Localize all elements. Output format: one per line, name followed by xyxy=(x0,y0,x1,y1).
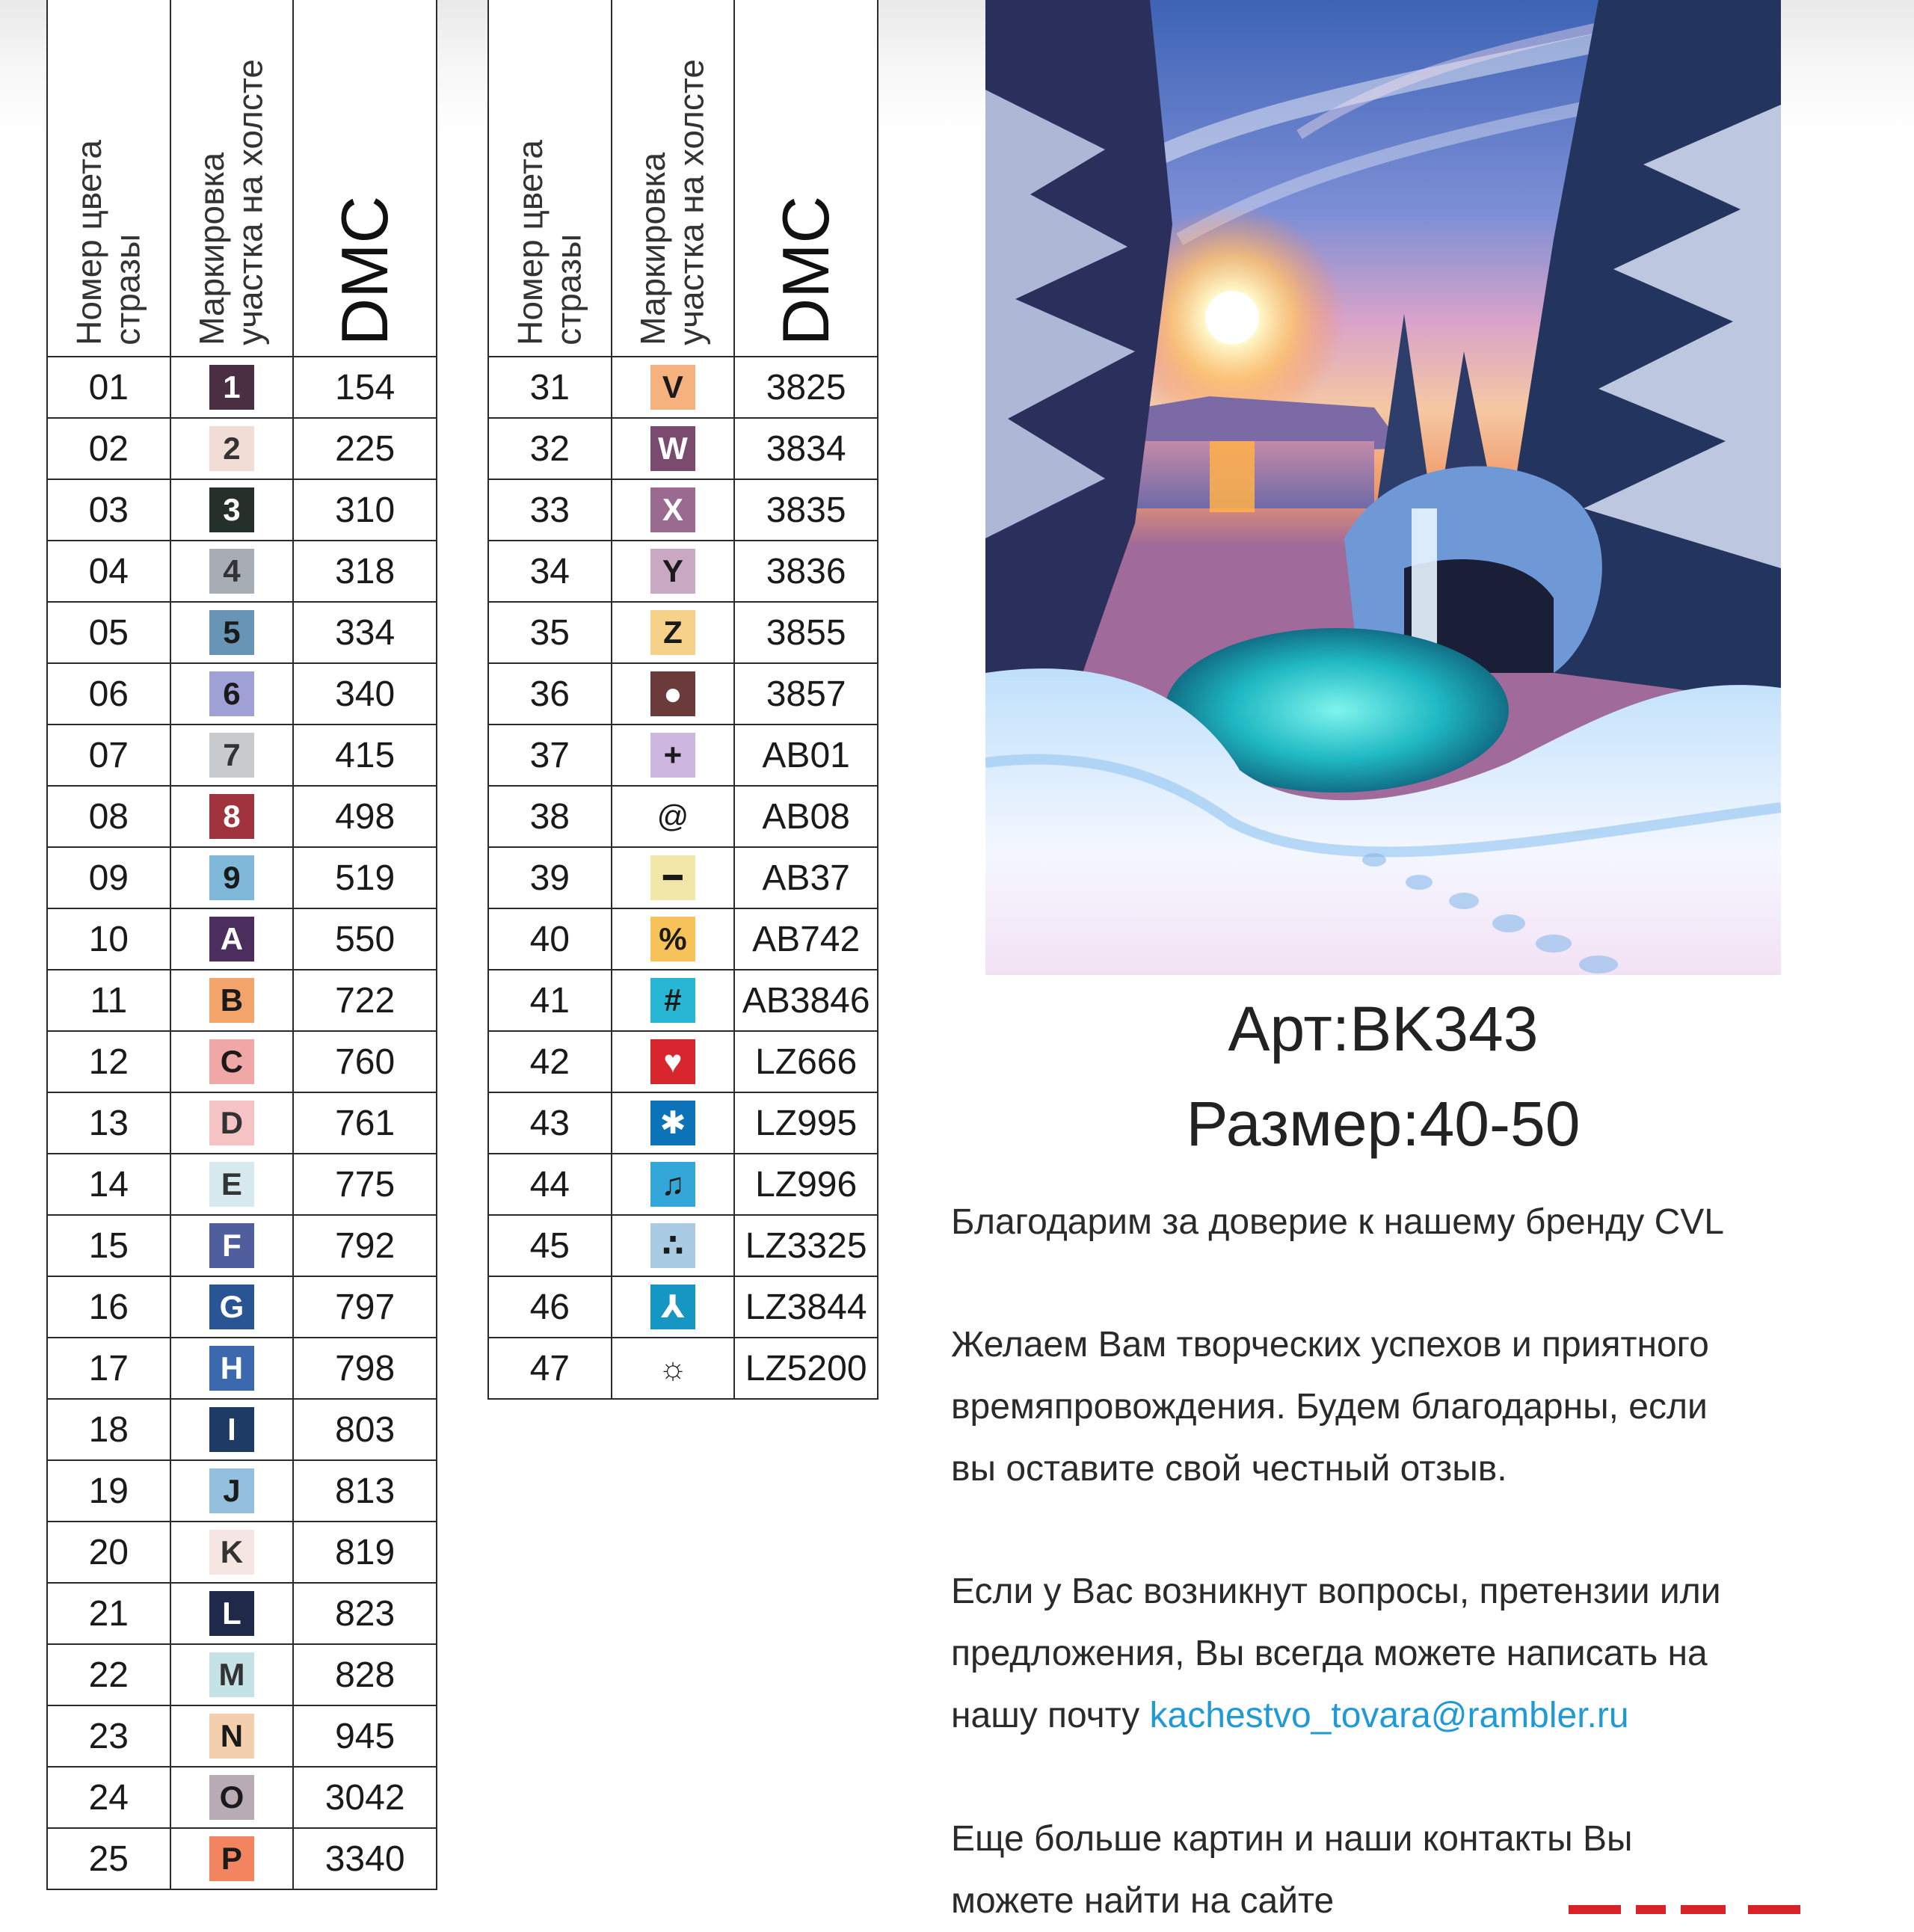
dmc-code xyxy=(293,1828,437,1889)
dmc-code-text: 550 xyxy=(335,919,396,959)
color-number: 09 xyxy=(47,847,170,908)
marking-swatch: I xyxy=(209,1407,254,1452)
more-text: Еще больше картин и наши контакты Вы можете найти на сайте xyxy=(951,1819,1633,1921)
dmc-code-text: 3825 xyxy=(766,367,846,407)
dmc-code xyxy=(734,1092,878,1154)
dmc-code-text: LZ3325 xyxy=(745,1225,867,1266)
marking-cell xyxy=(612,541,735,602)
marking-cell xyxy=(170,1276,294,1338)
dmc-code-text: 813 xyxy=(335,1471,396,1511)
dmc-code-text: 415 xyxy=(335,735,396,775)
marking-cell xyxy=(612,970,735,1031)
marking-cell xyxy=(170,908,294,970)
dmc-code-text: 3857 xyxy=(766,674,846,714)
dmc-code-text: 803 xyxy=(335,1409,396,1450)
dmc-code xyxy=(293,1092,437,1154)
color-number: 36 xyxy=(488,663,612,724)
winter-landscape-picture xyxy=(985,0,1781,975)
marking-cell xyxy=(170,1031,294,1092)
dmc-code-text: LZ996 xyxy=(755,1164,858,1205)
marking-cell xyxy=(170,724,294,786)
table-row xyxy=(47,1460,437,1522)
color-number: 23 xyxy=(47,1705,170,1767)
marking-swatch: P xyxy=(209,1836,254,1881)
table-header-row xyxy=(47,0,437,357)
contact-prefix: Если у Вас возникнут вопросы, претензии или предложения, Вы всегда можете написать на нашу почту xyxy=(951,1572,1721,1735)
dmc-code xyxy=(293,1399,437,1460)
dmc-code-text: 519 xyxy=(335,858,396,898)
dmc-code xyxy=(293,1705,437,1767)
dmc-code-text: AB742 xyxy=(752,919,861,959)
dmc-code-text: 310 xyxy=(335,490,396,530)
dmc-code-text: 945 xyxy=(335,1716,396,1756)
marking-swatch: K xyxy=(209,1530,254,1575)
marking-swatch: G xyxy=(209,1285,254,1329)
header-dmc-cell xyxy=(293,0,437,357)
table-row xyxy=(488,847,878,908)
marking-swatch: E xyxy=(209,1162,254,1207)
dmc-code xyxy=(293,418,437,479)
marking-cell xyxy=(612,847,735,908)
marking-swatch: 6 xyxy=(209,671,254,716)
dmc-code-text: 760 xyxy=(335,1042,396,1082)
dmc-code xyxy=(734,357,878,418)
wish-text: Желаем Вам творческих успехов и приятного времяпровождения. Будем благодарны, если вы оставите свой честный отзыв. xyxy=(951,1325,1709,1489)
table-row xyxy=(47,1767,437,1828)
dmc-code xyxy=(734,786,878,847)
table-row xyxy=(47,479,437,541)
marking-swatch: W xyxy=(650,426,695,471)
table-row xyxy=(488,1276,878,1338)
table-row xyxy=(47,663,437,724)
color-number: 46 xyxy=(488,1276,612,1338)
marking-cell xyxy=(612,1338,735,1399)
color-number: 42 xyxy=(488,1031,612,1092)
dmc-code xyxy=(734,479,878,541)
dmc-code xyxy=(734,1338,878,1399)
color-number: 02 xyxy=(47,418,170,479)
color-number: 05 xyxy=(47,602,170,663)
marking-cell xyxy=(612,786,735,847)
marking-swatch: ⅄ xyxy=(650,1285,695,1329)
table-row xyxy=(47,418,437,479)
marking-cell xyxy=(170,1583,294,1644)
color-number: 45 xyxy=(488,1215,612,1276)
marking-cell xyxy=(170,418,294,479)
marking-swatch: X xyxy=(650,487,695,532)
dmc-code xyxy=(293,602,437,663)
marking-swatch: ● xyxy=(650,671,695,716)
color-number: 21 xyxy=(47,1583,170,1644)
dmc-code xyxy=(293,786,437,847)
marking-cell xyxy=(612,357,735,418)
dmc-code-text: 797 xyxy=(335,1287,396,1327)
table-row xyxy=(47,1583,437,1644)
header-number: Номер цвета стразы xyxy=(510,140,588,345)
marking-swatch: A xyxy=(209,917,254,962)
dmc-code-text: AB3846 xyxy=(742,980,870,1021)
marking-swatch: @ xyxy=(650,794,695,839)
color-number: 24 xyxy=(47,1767,170,1828)
color-legend-table-right xyxy=(487,0,878,1400)
contact-text xyxy=(951,1560,1886,1747)
color-number: 11 xyxy=(47,970,170,1031)
dmc-code xyxy=(734,541,878,602)
color-number: 16 xyxy=(47,1276,170,1338)
dmc-code-text: LZ3844 xyxy=(745,1287,867,1327)
marking-swatch: ✱ xyxy=(650,1101,695,1145)
color-legend-table-left xyxy=(46,0,437,1890)
dmc-code xyxy=(734,1215,878,1276)
table-row xyxy=(47,1644,437,1705)
marking-swatch: B xyxy=(209,978,254,1023)
dmc-code xyxy=(293,479,437,541)
marking-swatch: ♥ xyxy=(650,1039,695,1084)
marking-swatch: 4 xyxy=(209,549,254,594)
header-marking-cell xyxy=(612,0,735,357)
dmc-code-text: 828 xyxy=(335,1655,396,1695)
marking-swatch: + xyxy=(650,733,695,778)
dmc-code xyxy=(293,1644,437,1705)
table-row xyxy=(47,357,437,418)
color-number: 35 xyxy=(488,602,612,663)
table-row xyxy=(47,1705,437,1767)
marking-cell xyxy=(612,1092,735,1154)
color-number: 20 xyxy=(47,1522,170,1583)
marking-swatch: C xyxy=(209,1039,254,1084)
color-number: 40 xyxy=(488,908,612,970)
table-row xyxy=(47,1338,437,1399)
marking-cell xyxy=(170,663,294,724)
marking-swatch: 7 xyxy=(209,733,254,778)
table-row xyxy=(488,1338,878,1399)
color-number: 39 xyxy=(488,847,612,908)
dmc-code-text: AB08 xyxy=(762,796,850,837)
marking-cell xyxy=(170,1705,294,1767)
color-number: 19 xyxy=(47,1460,170,1522)
color-number: 14 xyxy=(47,1154,170,1215)
table-row xyxy=(488,970,878,1031)
marking-cell xyxy=(170,1460,294,1522)
color-number: 25 xyxy=(47,1828,170,1889)
marking-cell xyxy=(170,479,294,541)
marking-cell xyxy=(170,541,294,602)
marking-cell xyxy=(612,479,735,541)
table-row xyxy=(488,1215,878,1276)
dmc-code-text: 3855 xyxy=(766,612,846,653)
dmc-code-text: 318 xyxy=(335,551,396,591)
dmc-code-text: AB37 xyxy=(762,858,850,898)
color-number: 41 xyxy=(488,970,612,1031)
dmc-code xyxy=(734,970,878,1031)
marking-cell xyxy=(612,1031,735,1092)
dmc-code-text: 798 xyxy=(335,1348,396,1388)
color-number: 17 xyxy=(47,1338,170,1399)
dmc-code-text: 3042 xyxy=(324,1777,405,1818)
dmc-code xyxy=(293,724,437,786)
table-row xyxy=(47,970,437,1031)
table-row xyxy=(47,1276,437,1338)
dmc-code xyxy=(293,1031,437,1092)
color-number: 12 xyxy=(47,1031,170,1092)
marking-swatch: 5 xyxy=(209,610,254,655)
table-row xyxy=(47,1215,437,1276)
marking-swatch: % xyxy=(650,917,695,962)
header-dmc: DMC xyxy=(769,195,843,345)
marking-cell xyxy=(170,970,294,1031)
marking-cell xyxy=(612,1276,735,1338)
color-number: 15 xyxy=(47,1215,170,1276)
marking-cell xyxy=(170,1767,294,1828)
dmc-code xyxy=(293,1215,437,1276)
dmc-code-text: 722 xyxy=(335,980,396,1021)
marking-cell xyxy=(170,1399,294,1460)
marking-swatch: 3 xyxy=(209,487,254,532)
dmc-code-text: 498 xyxy=(335,796,396,837)
table-row xyxy=(488,602,878,663)
marking-swatch: 9 xyxy=(209,855,254,900)
color-number: 43 xyxy=(488,1092,612,1154)
table-row xyxy=(488,1031,878,1092)
table-row xyxy=(47,1092,437,1154)
dmc-code-text: 775 xyxy=(335,1164,396,1205)
marking-swatch: ♫ xyxy=(650,1162,695,1207)
dmc-code-text: LZ995 xyxy=(755,1103,858,1143)
dmc-code xyxy=(734,1154,878,1215)
header-number: Номер цвета стразы xyxy=(69,140,147,345)
color-number: 22 xyxy=(47,1644,170,1705)
right-table-body xyxy=(488,357,878,1399)
color-number: 07 xyxy=(47,724,170,786)
dmc-code xyxy=(293,357,437,418)
marking-cell xyxy=(170,847,294,908)
marking-cell xyxy=(170,786,294,847)
dmc-code-text: 154 xyxy=(335,367,396,407)
color-number: 47 xyxy=(488,1338,612,1399)
canvas-size: Размер:40-50 xyxy=(1186,1089,1581,1159)
table-row xyxy=(488,418,878,479)
marking-swatch: L xyxy=(209,1591,254,1636)
dmc-code-text: 761 xyxy=(335,1103,396,1143)
marking-cell xyxy=(612,418,735,479)
marking-swatch: J xyxy=(209,1468,254,1513)
dmc-code xyxy=(293,1767,437,1828)
table-row xyxy=(488,541,878,602)
dmc-code xyxy=(293,1522,437,1583)
color-number: 38 xyxy=(488,786,612,847)
dmc-code-text: 340 xyxy=(335,674,396,714)
color-number: 44 xyxy=(488,1154,612,1215)
dmc-code xyxy=(734,847,878,908)
color-number: 33 xyxy=(488,479,612,541)
marking-cell xyxy=(612,908,735,970)
dmc-code-text: 792 xyxy=(335,1225,396,1266)
table-row xyxy=(47,724,437,786)
marking-swatch: 1 xyxy=(209,365,254,410)
table-row xyxy=(47,541,437,602)
marking-cell xyxy=(170,1828,294,1889)
table-row xyxy=(47,1154,437,1215)
marking-cell xyxy=(612,663,735,724)
marking-swatch: H xyxy=(209,1346,254,1391)
thanks-text: Благодарим за доверие к нашему бренду CVL xyxy=(951,1202,1724,1242)
marking-swatch: ☼ xyxy=(650,1346,695,1391)
dmc-code xyxy=(293,663,437,724)
dmc-code xyxy=(293,970,437,1031)
marking-swatch: M xyxy=(209,1652,254,1697)
marking-swatch: V xyxy=(650,365,695,410)
table-row xyxy=(47,1399,437,1460)
color-number: 04 xyxy=(47,541,170,602)
dmc-code-text: 334 xyxy=(335,612,396,653)
marking-swatch: O xyxy=(209,1775,254,1820)
header-number-cell xyxy=(47,0,170,357)
table-row xyxy=(488,663,878,724)
color-number: 37 xyxy=(488,724,612,786)
marking-cell xyxy=(170,1215,294,1276)
table-row xyxy=(47,786,437,847)
dmc-code xyxy=(293,1154,437,1215)
dmc-code-text: LZ5200 xyxy=(745,1348,867,1388)
marking-cell xyxy=(612,602,735,663)
marking-cell xyxy=(170,357,294,418)
header-dmc-cell xyxy=(734,0,878,357)
dmc-code xyxy=(734,724,878,786)
color-number: 32 xyxy=(488,418,612,479)
table-row xyxy=(488,908,878,970)
color-number: 10 xyxy=(47,908,170,970)
dmc-code-text: LZ666 xyxy=(755,1042,858,1082)
dmc-code xyxy=(293,1583,437,1644)
color-number: 03 xyxy=(47,479,170,541)
dmc-code xyxy=(293,1460,437,1522)
brand-logo-fragment xyxy=(1569,1902,1800,1914)
table-row xyxy=(47,1031,437,1092)
marking-cell xyxy=(612,724,735,786)
dmc-code xyxy=(293,541,437,602)
left-table-body xyxy=(47,357,437,1889)
marking-cell xyxy=(170,1522,294,1583)
dmc-code-text: AB01 xyxy=(762,735,850,775)
dmc-code xyxy=(293,1338,437,1399)
table-row xyxy=(47,1828,437,1889)
dmc-code xyxy=(734,1276,878,1338)
dmc-code xyxy=(734,663,878,724)
table-row xyxy=(47,908,437,970)
marking-swatch: F xyxy=(209,1223,254,1268)
header-dmc: DMC xyxy=(327,195,402,345)
dmc-code-text: 823 xyxy=(335,1593,396,1634)
table-row xyxy=(47,1522,437,1583)
table-row xyxy=(488,357,878,418)
header-number-cell xyxy=(488,0,612,357)
table-row xyxy=(47,847,437,908)
header-marking: Маркировка участка на холсте xyxy=(633,59,711,345)
header-marking: Маркировка участка на холсте xyxy=(192,59,270,345)
dmc-code xyxy=(734,908,878,970)
dmc-code-text: 225 xyxy=(335,428,396,469)
color-number: 01 xyxy=(47,357,170,418)
table-row xyxy=(47,602,437,663)
marking-swatch: ━ xyxy=(650,855,695,900)
color-number: 34 xyxy=(488,541,612,602)
marking-swatch: 8 xyxy=(209,794,254,839)
marking-cell xyxy=(170,1644,294,1705)
marking-swatch: ∴ xyxy=(650,1223,695,1268)
marking-cell xyxy=(612,1154,735,1215)
table-header-row xyxy=(488,0,878,357)
marking-swatch: Z xyxy=(650,610,695,655)
marking-cell xyxy=(170,1154,294,1215)
dmc-code xyxy=(734,418,878,479)
table-row xyxy=(488,1154,878,1215)
marking-cell xyxy=(612,1215,735,1276)
marking-swatch: D xyxy=(209,1101,254,1145)
color-number: 31 xyxy=(488,357,612,418)
dmc-code-text: 3340 xyxy=(324,1839,405,1879)
table-row xyxy=(488,724,878,786)
dmc-code-text: 819 xyxy=(335,1532,396,1572)
dmc-code-text: 3834 xyxy=(766,428,846,469)
article-number: Арт:BK343 xyxy=(1228,994,1539,1064)
dmc-code-text: 3836 xyxy=(766,551,846,591)
color-number: 18 xyxy=(47,1399,170,1460)
table-row xyxy=(488,1092,878,1154)
marking-swatch: Y xyxy=(650,549,695,594)
dmc-code xyxy=(734,1031,878,1092)
table-row xyxy=(488,786,878,847)
dmc-code-text: 3835 xyxy=(766,490,846,530)
email-link[interactable]: kachestvo_tovara@rambler.ru xyxy=(1149,1696,1629,1735)
dmc-code xyxy=(293,1276,437,1338)
marking-swatch: N xyxy=(209,1714,254,1759)
marking-cell xyxy=(170,602,294,663)
color-number: 08 xyxy=(47,786,170,847)
dmc-code xyxy=(293,847,437,908)
dmc-code xyxy=(293,908,437,970)
marking-cell xyxy=(170,1338,294,1399)
marking-cell xyxy=(170,1092,294,1154)
color-number: 13 xyxy=(47,1092,170,1154)
color-number: 06 xyxy=(47,663,170,724)
marking-swatch: # xyxy=(650,978,695,1023)
header-marking-cell xyxy=(170,0,294,357)
marking-swatch: 2 xyxy=(209,426,254,471)
dmc-code xyxy=(734,602,878,663)
table-row xyxy=(488,479,878,541)
